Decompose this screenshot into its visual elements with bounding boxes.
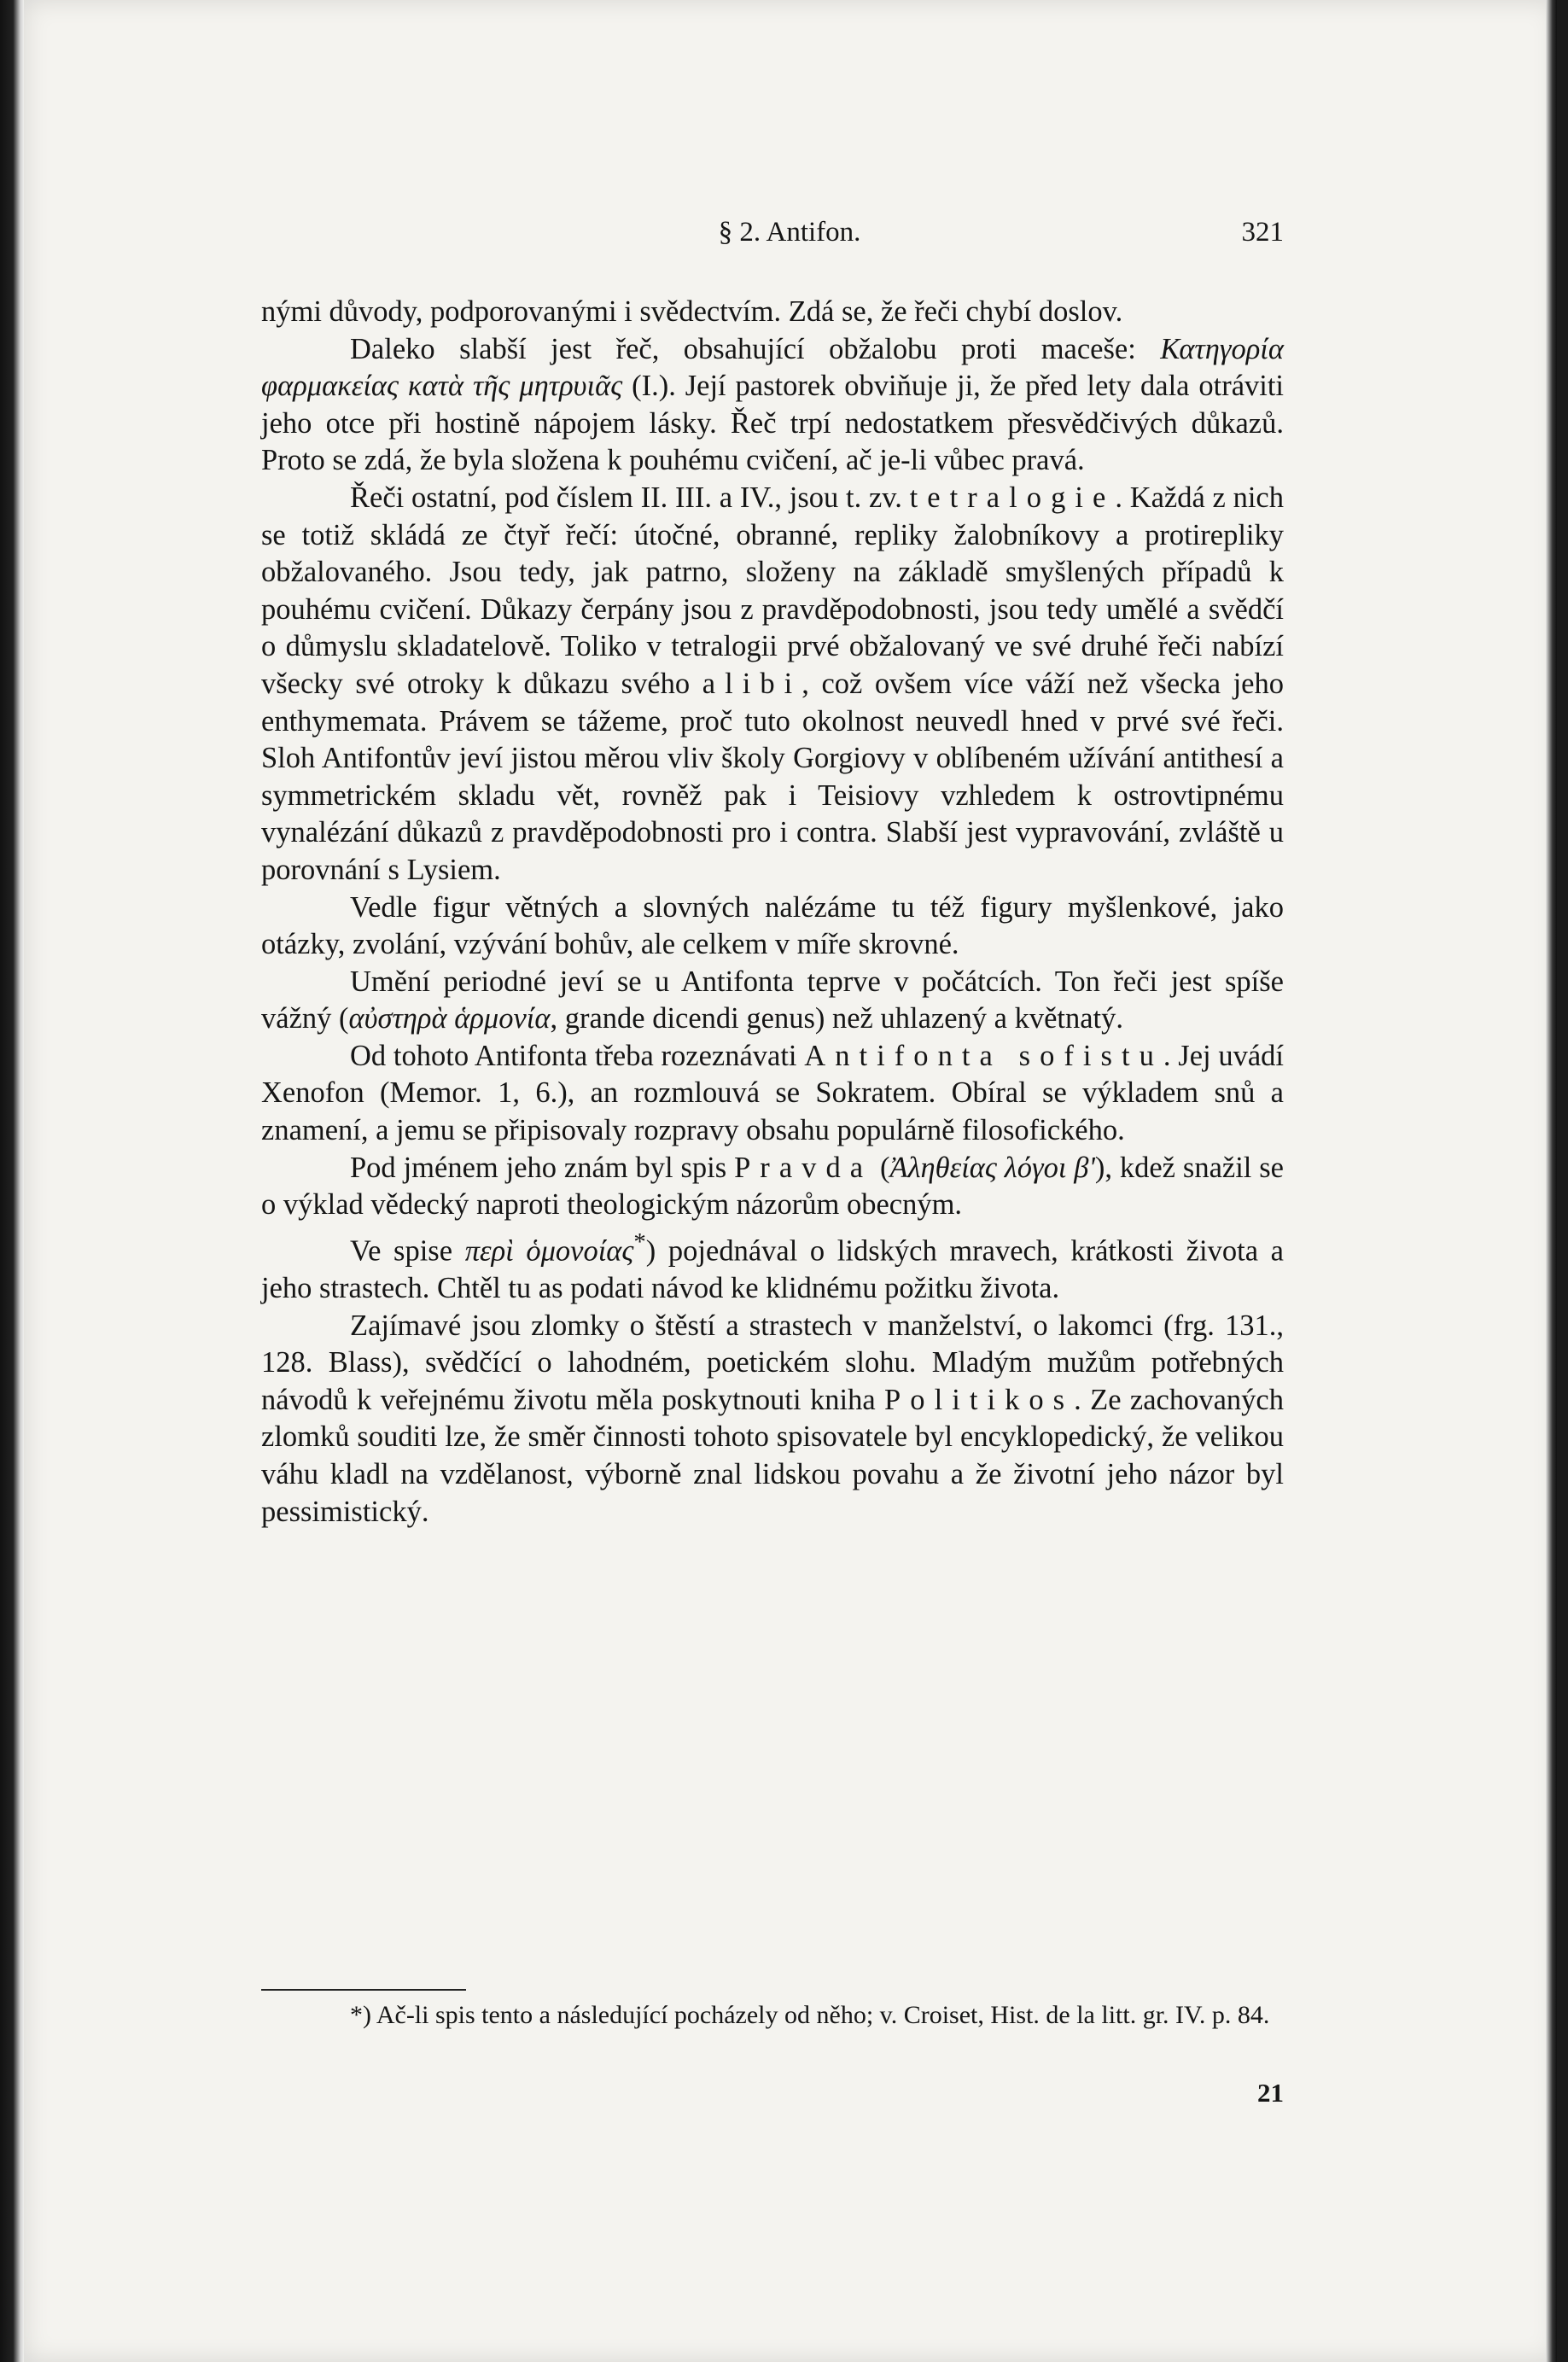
body-text — [261, 294, 1284, 1531]
paragraph-7: Pod jménem jeho znám byl spis Pravda (Ἀληθείας λόγοι β'), kdež snažil se o výklad vědecký naproti theologickým názorům obecným. — [261, 1151, 1284, 1222]
greek-title-homonoias: περὶ ὁμονοίας — [464, 1234, 634, 1268]
paragraph-4: Vedle figur větných a slovných nalézáme tu též figury myšlenkové, jako otázky, zvolání, vzývání bohův, ale celkem v míře skrovné. — [261, 890, 1284, 961]
footnote-rule — [261, 1989, 466, 1991]
footnote-marker: * — [633, 1228, 646, 1256]
greek-phrase-harmonia: αὐστηρὰ ἁρμονία — [348, 1002, 551, 1035]
greek-title-kategoria: Κατηγορία φαρμακείας κατὰ τῆς μητρυιᾶς — [261, 332, 1284, 403]
spaced-term-politikos: Politikos — [884, 1383, 1075, 1416]
spaced-term-antifonta-sofistu: Antifonta sofistu — [804, 1039, 1163, 1072]
spaced-term-pravda: Pravda — [734, 1151, 873, 1184]
page-number: 321 — [1241, 217, 1284, 248]
paragraph-2: Daleko slabší jest řeč, obsahující obžalobu proti maceše: Κατηγορία φαρμακείας κατὰ τῆς μητρυιᾶς (I.). Její pastorek obviňuje ji, že před lety dala otráviti jeho otce při hostině nápojem lásky. Řeč trpí nedostatkem přesvědčivých důkazů. Proto se zdá, že byla složena k pouhému cvičení, ač je-li vůbec pravá. — [261, 332, 1285, 477]
spaced-term-tetralogie: tetralogie — [909, 481, 1116, 514]
paragraph-9: Zajímavé jsou zlomky o štěstí a strastech v manželství, o lakomci (frg. 131., 128. Blass), svědčící o lahodném, poetickém slohu. Mladým mužům potřebných návodů k veřejnému životu měla poskytnouti kniha Politikos. Ze zachovaných zlomků souditi lze, že směr činnosti tohoto spisovatele byl encyklopedický, že velikou váhu kladl na vzdělanost, výborně znal lidskou povahu a že životní jeho názor byl pessimistický. — [261, 1309, 1284, 1528]
paragraph-5: Umění periodné jeví se u Antifonta teprve v počátcích. Ton řeči jest spíše vážný (αὐστηρὰ ἁρμονία, grande dicendi genus) než uhlazený a květnatý. — [261, 965, 1284, 1035]
footnote — [261, 1999, 1284, 2031]
running-head: § 2. Antifon. — [718, 217, 861, 248]
footnote-text: *) Ač-li spis tento a následující pocházely od něho; v. Croiset, Hist. de la litt. gr. IV. p. 84. — [350, 2001, 1270, 2029]
scan-right-edge — [1546, 0, 1557, 2362]
spaced-term-alibi: alibi — [702, 667, 802, 700]
paragraph-3: Řeči ostatní, pod číslem II. III. a IV., jsou t. zv. tetralogie. Každá z nich se totiž skládá ze čtyř řečí: útočné, obranné, repliky žalobníkovy a protirepliky obžalovaného. Jsou tedy, jak patrno, složeny na základě smyšlených případů k pouhému cvičení. Důkazy čerpány jsou z pravděpodobnosti, jsou tedy umělé a svědčí o důmyslu skladatelově. Toliko v tetralogii prvé obžalovaný ve své druhé řeči nabízí všecky své otroky k důkazu svého alibi, což ovšem více váží než všecka jeho enthymemata. Právem se tážeme, proč tuto okolnost neuvedl hned v prvé své řeči. Sloh Antifontův jeví jistou měrou vliv školy Gorgiovy v oblíbeném užívání antithesí a symmetrickém skladu vět, rovněž pak i Teisiovy vzhledem k ostrovtipnému vynalézání důkazů z pravděpodobnosti pro i contra. Slabší jest vypravování, zvláště u porovnání s Lysiem. — [261, 481, 1284, 886]
book-page — [24, 0, 1557, 2362]
paragraph-6: Od tohoto Antifonta třeba rozeznávati Antifonta sofistu. Jej uvádí Xenofon (Memor. 1, 6.), an rozmlouvá se Sokratem. Obíral se výkladem snů a znamení, a jemu se připisovaly rozpravy obsahu populárně filosofického. — [261, 1039, 1284, 1147]
signature-mark: 21 — [1257, 2078, 1284, 2108]
paragraph-1: nými důvody, podporovanými i svědectvím. Zdá se, že řeči chybí doslov. — [261, 295, 1123, 328]
scan-left-edge — [0, 0, 24, 2362]
page-header — [261, 215, 1284, 249]
greek-title-aletheias: Ἀληθείας λόγοι β' — [889, 1151, 1095, 1184]
paragraph-8: Ve spise περὶ ὁμονοίας*) pojednával o lidských mravech, krátkosti života a jeho strastech. Chtěl tu as podati návod ke klidnému požitku života. — [261, 1228, 1284, 1304]
